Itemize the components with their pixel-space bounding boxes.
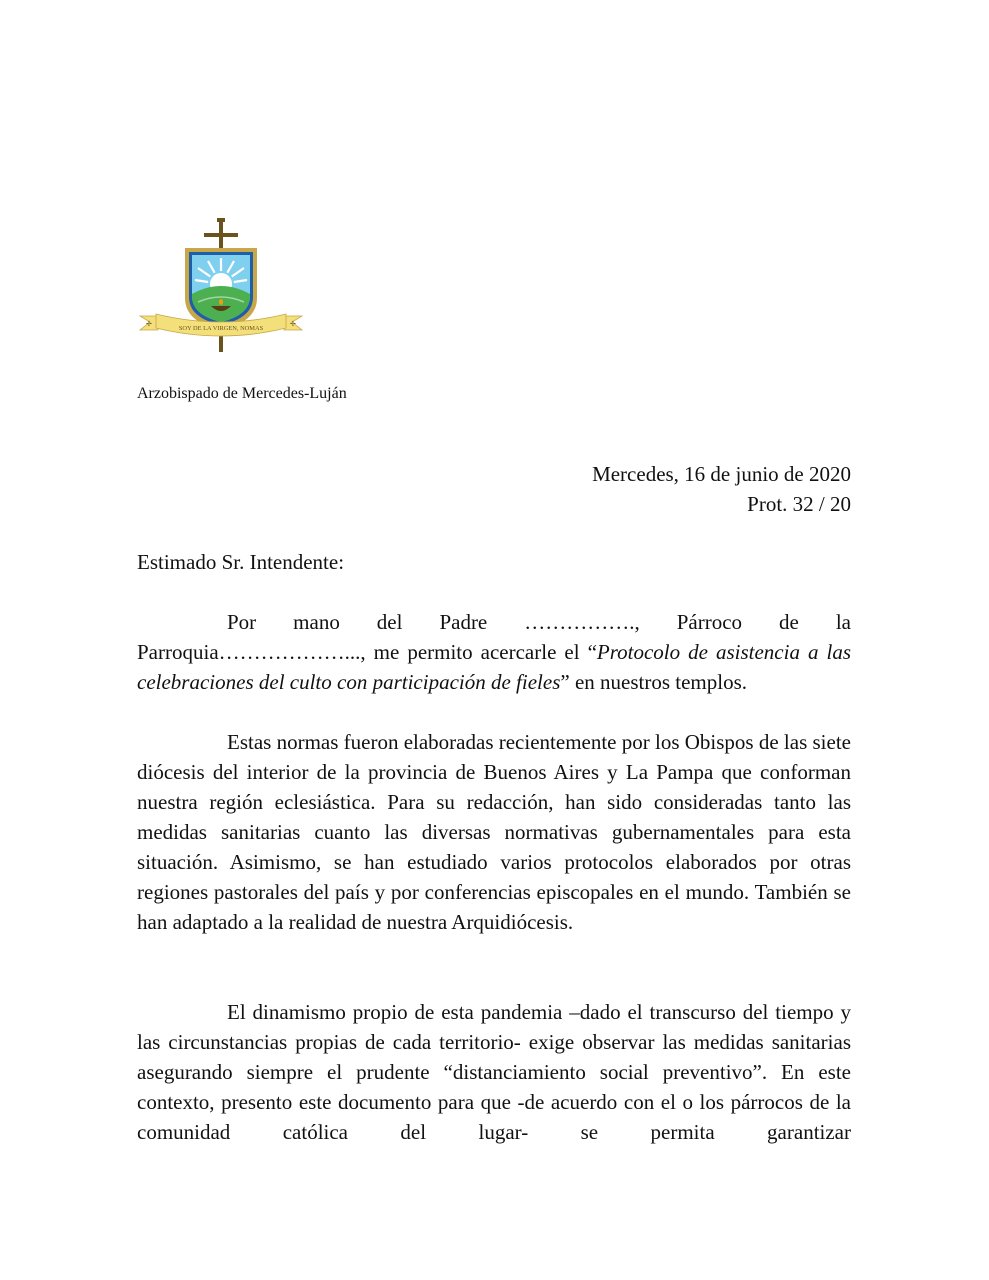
svg-text:✢: ✢ [290,320,296,328]
archdiocese-crest-logo [138,218,304,356]
organization-name: Arzobispado de Mercedes-Luján [137,385,347,402]
paragraph-3: El dinamismo propio de esta pandemia –dado el transcurso del tiempo y las circunstancias propias de cada territorio- exige observar las medidas sanitarias asegurando siempre el prudente “distanciamiento social preventivo”. En este contexto, presento este documento para que -de acuerdo con el o los párrocos de la comunidad católica del lugar- se permita garantizar [137,1000,851,1144]
paragraph-1-start: Por mano del Padre ……………., Párroco de la Parroquia………………..., me permito acercarle el “ [137,610,851,664]
paragraph-2: Estas normas fueron elaboradas recientemente por los Obispos de las siete diócesis del interior de la provincia de Buenos Aires y La Pampa que conforman nuestra región eclesiástica. Para su redacción, han sido consideradas tanto las medidas sanitarias cuanto las diversas normativas gubernamentales para esta situación. Asimismo, se han estudiado varios protocolos elaborados por otras regiones pastorales del país y por conferencias episcopales en el mundo. También se han adaptado a la realidad de nuestra Arquidiócesis. [137,730,851,934]
date-line: Mercedes, 16 de junio de 2020 [592,462,851,486]
protocol-line: Prot. 32 / 20 [747,492,851,516]
salutation: Estimado Sr. Intendente: [137,550,345,574]
paragraph-1 [137,607,851,697]
svg-text:✢: ✢ [146,320,152,328]
paragraph-1-end: ” en nuestros templos. [560,670,748,694]
crest-motto: SOY DE LA VIRGEN, NOMAS [178,325,264,332]
protocol-title: Protocolo de asistencia a las celebraciones del culto con participación de fieles [137,640,851,694]
date-block [137,459,851,519]
